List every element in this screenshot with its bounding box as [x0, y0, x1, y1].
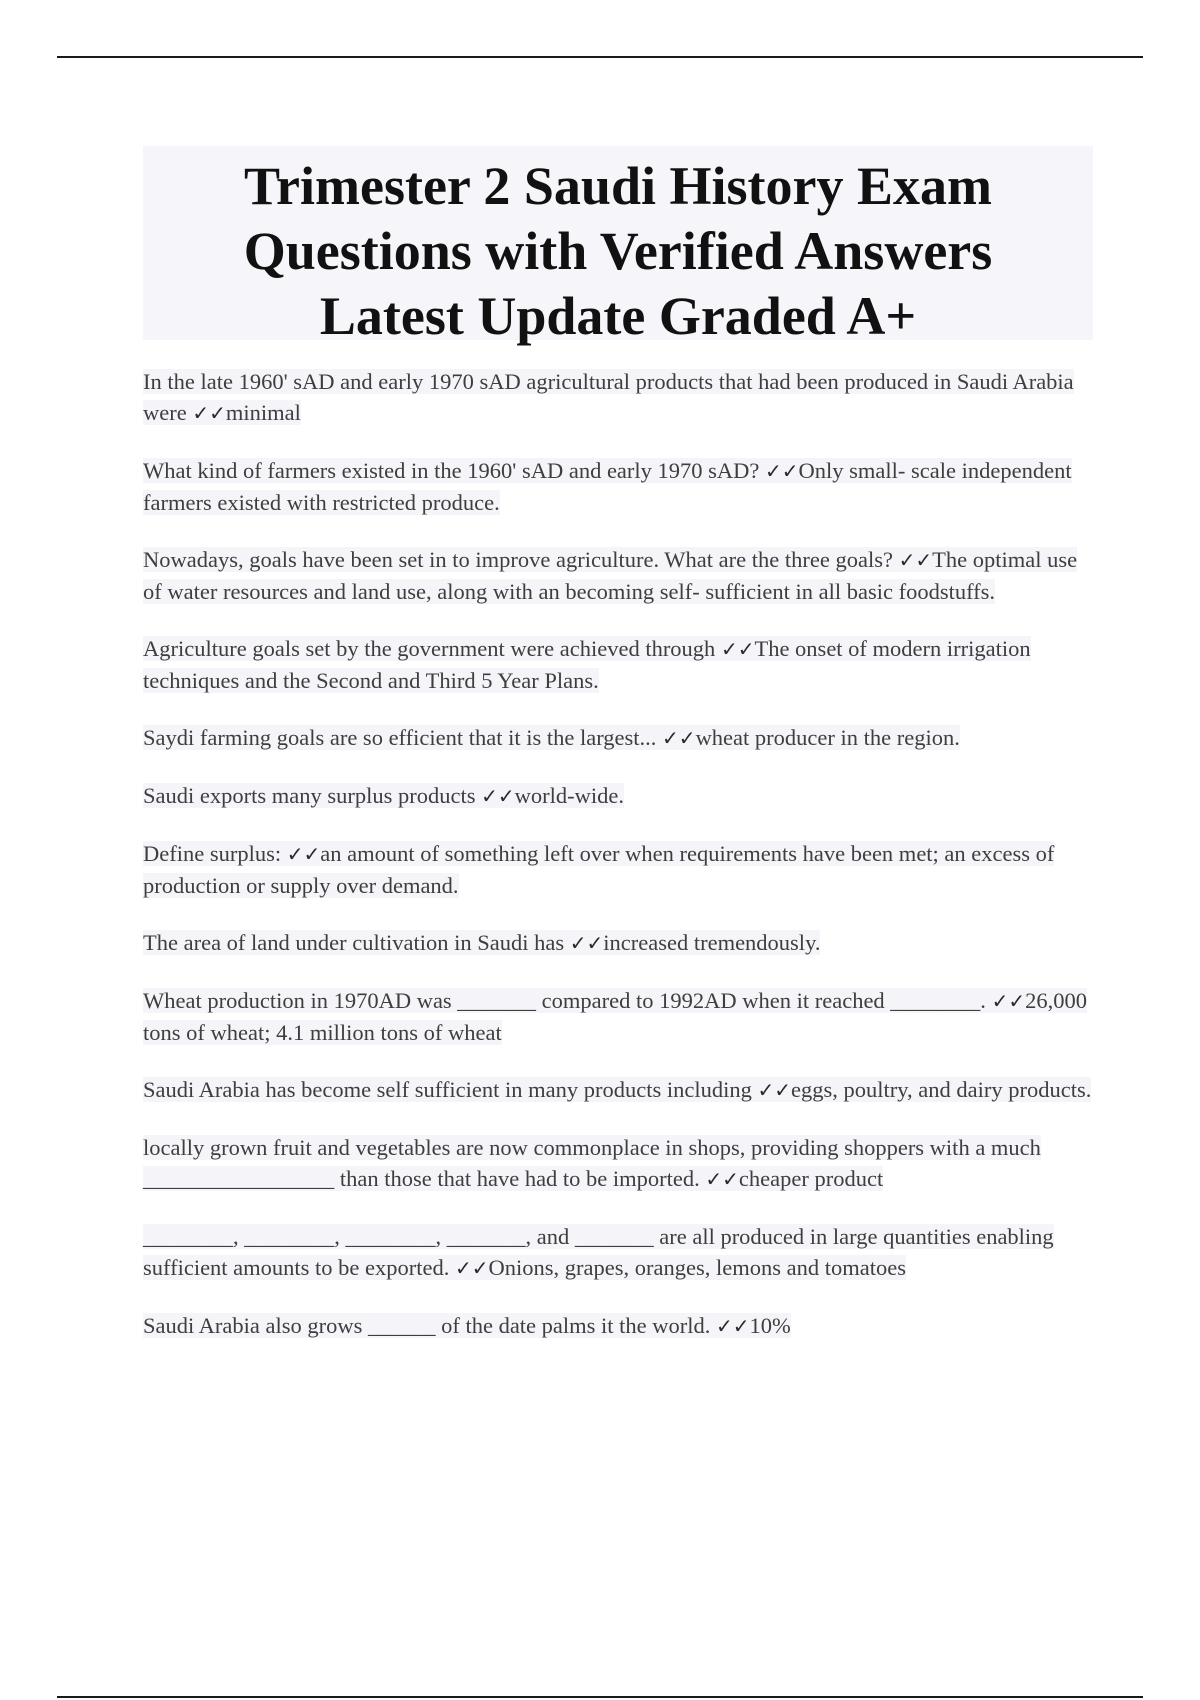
check-icon: ✓✓ — [192, 401, 226, 425]
check-icon: ✓✓ — [662, 726, 696, 750]
question-text: ________, ________, ________, _______, and _______ are all produced in large quantities enabling sufficient amounts to be exported. — [143, 1224, 1054, 1280]
qa-item — [143, 1074, 1093, 1106]
title-line: Questions with Verified Answers — [243, 221, 993, 281]
question-text: Saudi exports many surplus products — [143, 783, 482, 808]
answer-text: Onions, grapes, oranges, lemons and tomatoes — [488, 1255, 906, 1280]
qa-item — [143, 722, 1093, 754]
qa-item — [143, 1221, 1093, 1284]
qa-item — [143, 1310, 1093, 1342]
check-icon: ✓✓ — [286, 842, 321, 866]
answer-text: Only small- scale independent farmers existed with restricted produce. — [143, 458, 1072, 515]
check-icon: ✓✓ — [765, 459, 799, 483]
document-title — [143, 146, 1093, 349]
check-icon: ✓✓ — [705, 1167, 739, 1191]
check-icon: ✓✓ — [569, 931, 604, 955]
question-text: Saudi Arabia has become self sufficient in many products including — [143, 1077, 758, 1102]
answer-text: 10% — [749, 1313, 791, 1338]
question-text: Agriculture goals set by the government were achieved through — [143, 636, 721, 661]
question-text: locally grown fruit and vegetables are now commonplace in shops, providing shoppers with a much _________________ than those that have had to be imported. — [143, 1135, 1041, 1191]
answer-text: minimal — [225, 400, 301, 425]
question-text: Define surplus: — [143, 841, 287, 866]
check-icon: ✓✓ — [991, 989, 1026, 1013]
question-text: Nowadays, goals have been set in to improve agriculture. What are the three goals? — [143, 547, 899, 572]
answer-text: 26,000 tons of wheat; 4.1 million tons of wheat — [143, 988, 1087, 1045]
question-text: Saydi farming goals are so efficient that it is the largest... — [143, 725, 663, 750]
check-icon: ✓✓ — [455, 1256, 489, 1280]
title-line: Latest Update Graded A+ — [319, 286, 917, 346]
check-icon: ✓✓ — [720, 637, 755, 661]
qa-item — [143, 455, 1093, 518]
check-icon: ✓✓ — [716, 1314, 750, 1338]
question-text: Saudi Arabia also grows ______ of the date palms it the world. — [143, 1313, 717, 1338]
qa-item — [143, 927, 1093, 959]
answer-text: an amount of something left over when requirements have been met; an excess of production or supply over demand. — [143, 841, 1055, 898]
qa-item — [143, 1132, 1093, 1195]
answer-text: eggs, poultry, and dairy products. — [790, 1077, 1092, 1102]
qa-item — [143, 780, 1093, 812]
bottom-rule — [57, 1696, 1143, 1698]
check-icon: ✓✓ — [757, 1078, 791, 1102]
answer-text: increased tremendously. — [603, 930, 821, 955]
question-text: In the late 1960' sAD and early 1970 sAD agricultural products that had been produced in Saudi Arabia were — [143, 369, 1074, 425]
answer-text: world-wide. — [514, 783, 624, 808]
qa-item — [143, 633, 1093, 696]
qa-item — [143, 838, 1093, 901]
check-icon: ✓✓ — [898, 548, 933, 572]
answer-text: The optimal use of water resources and land use, along with an becoming self- sufficient in all basic foodstuffs. — [143, 547, 1078, 604]
question-text: Wheat production in 1970AD was _______ compared to 1992AD when it reached ________. — [143, 988, 992, 1013]
qa-list — [143, 366, 1093, 1368]
title-block — [143, 146, 1093, 346]
question-text: The area of land under cultivation in Saudi has — [143, 930, 570, 955]
qa-item — [143, 544, 1093, 607]
answer-text: cheaper product — [738, 1166, 884, 1191]
qa-item — [143, 366, 1093, 429]
answer-text: wheat producer in the region. — [695, 725, 960, 750]
answer-text: The onset of modern irrigation techniques and the Second and Third 5 Year Plans. — [143, 636, 1031, 693]
title-line: Trimester 2 Saudi History Exam — [244, 156, 992, 216]
top-rule — [57, 56, 1143, 58]
check-icon: ✓✓ — [481, 784, 515, 808]
qa-item — [143, 985, 1093, 1048]
question-text: What kind of farmers existed in the 1960' sAD and early 1970 sAD? — [143, 458, 766, 483]
